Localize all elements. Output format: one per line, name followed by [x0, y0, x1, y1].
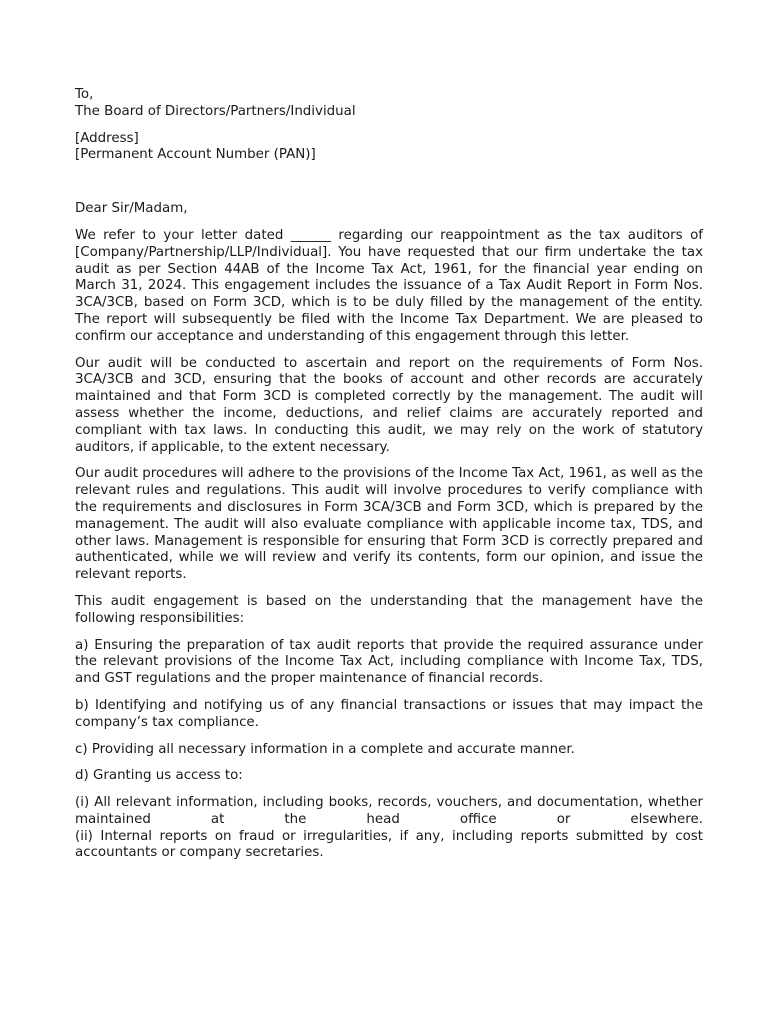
responsibility-d: d) Granting us access to: — [75, 768, 243, 784]
paragraph-audit-scope: Our audit will be conducted to ascertain and report on the requirements of Form Nos. 3CA/3CB and 3CD, ensuring that the books of account and other records are accurately maintained and that Form 3CD is completed correctly by the management. The audit will assess whether the income, deductions, and relief claims are accurately reported and compliant with tax laws. In conducting this audit, we may rely on the work of statutory auditors, if applicable, to the extent necessary. — [75, 355, 703, 455]
responsibility-b: b) Identifying and notifying us of any financial transactions or issues that may impact the company’s tax compliance. — [75, 697, 703, 730]
salutation: Dear Sir/Madam, — [75, 201, 188, 217]
letter-body — [75, 87, 703, 862]
letter-content — [75, 201, 703, 862]
address-block — [75, 131, 703, 165]
recipient-pan: [Permanent Account Number (PAN)] — [75, 147, 316, 163]
access-item-2: (ii) Internal reports on fraud or irregularities, if any, including reports submitted by cost accountants or company secretaries. — [75, 828, 703, 861]
responsibility-c: c) Providing all necessary information in a complete and accurate manner. — [75, 741, 575, 757]
paragraph-engagement: We refer to your letter dated ______ regarding our reappointment as the tax auditors of [Company/Partnership/LLP/Individual]. You have requested that our firm undertake the tax audit as per Section 44AB of the Income Tax Act, 1961, for the financial year ending on March 31, 2024. This engagement includes the issuance of a Tax Audit Report in Form Nos. 3CA/3CB, based on Form 3CD, which is to be duly filled by the management of the entity. The report will subsequently be filed with the Income Tax Department. We are pleased to confirm our acceptance and understanding of this engagement through this letter. — [75, 227, 703, 344]
recipient-to: To, — [75, 87, 94, 102]
recipient-block — [75, 87, 703, 121]
access-item-1: (i) All relevant information, including books, records, vouchers, and documentation, whether maintained at the head office or elsewhere. — [75, 795, 703, 827]
access-list — [75, 795, 703, 862]
paragraph-audit-procedures: Our audit procedures will adhere to the provisions of the Income Tax Act, 1961, as well as the relevant rules and regulations. This audit will involve procedures to verify compliance with the requirements and disclosures in Form 3CA/3CB and Form 3CD, which is prepared by the management. The audit will also evaluate compliance with applicable income tax, TDS, and other laws. Management is responsible for ensuring that Form 3CD is correctly prepared and authenticated, while we will review and verify its contents, form our opinion, and issue the relevant reports. — [75, 466, 703, 583]
recipient-address: [Address] — [75, 130, 139, 146]
recipient-board: The Board of Directors/Partners/Individual — [75, 103, 356, 119]
paragraph-responsibilities-intro: This audit engagement is based on the understanding that the management have the following responsibilities: — [75, 593, 703, 626]
responsibility-a: a) Ensuring the preparation of tax audit reports that provide the required assurance under the relevant provisions of the Income Tax Act, including compliance with Income Tax, TDS, and GST regulations and the proper maintenance of financial records. — [75, 637, 703, 687]
